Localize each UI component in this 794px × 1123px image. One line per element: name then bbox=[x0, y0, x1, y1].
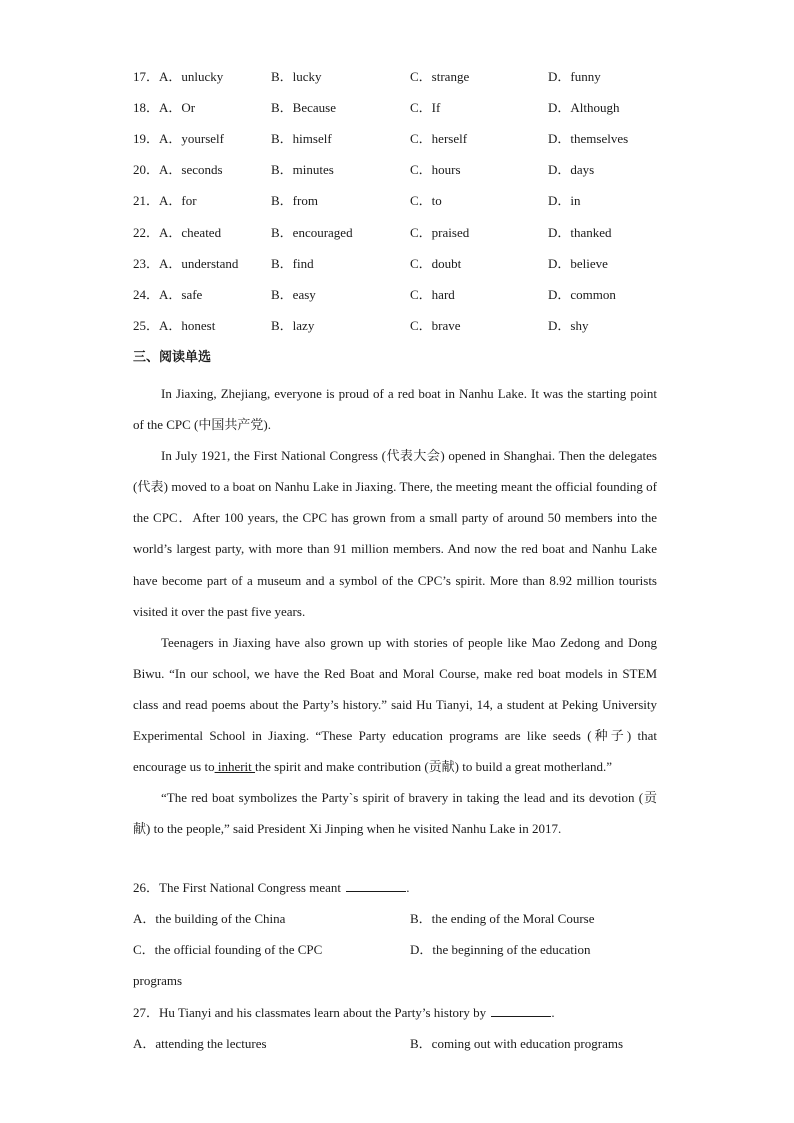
option-b: B．lucky bbox=[271, 69, 322, 84]
passage-paragraph-3 bbox=[133, 627, 657, 782]
option-a: 21．A．for bbox=[133, 193, 197, 209]
option-a: 22．A．cheated bbox=[133, 224, 222, 240]
option-b: B．Because bbox=[271, 100, 336, 116]
paragraph-3-text-after: the spirit and make contribution (贡献) to build a great motherland.” bbox=[255, 759, 613, 775]
cloze-option-row bbox=[0, 98, 794, 129]
question-27-end: . bbox=[551, 1005, 555, 1020]
question-26-option-b: B．the ending of the Moral Course bbox=[410, 911, 595, 926]
option-a: 17．A．unlucky bbox=[133, 69, 224, 84]
option-b: B．from bbox=[271, 193, 318, 209]
option-d: D．believe bbox=[548, 255, 608, 271]
option-a: 24．A．safe bbox=[133, 286, 203, 302]
option-b: B．himself bbox=[271, 131, 332, 147]
option-c: C．herself bbox=[410, 131, 468, 147]
option-b: B．encouraged bbox=[271, 224, 353, 240]
option-c: C．strange bbox=[410, 69, 470, 84]
question-26-stem bbox=[133, 878, 409, 898]
option-c: C．to bbox=[410, 193, 442, 209]
cloze-option-row bbox=[0, 160, 794, 191]
question-26-text: 26．The First National Congress meant bbox=[133, 880, 341, 895]
option-c: C．brave bbox=[410, 317, 461, 333]
question-26-option-d: D．the beginning of the education bbox=[410, 942, 591, 957]
cloze-option-row bbox=[0, 223, 794, 254]
answer-blank bbox=[491, 1003, 551, 1017]
option-a: 23．A．understand bbox=[133, 255, 239, 271]
answer-blank bbox=[346, 878, 406, 892]
option-c: C．hard bbox=[410, 286, 455, 302]
option-c: C．doubt bbox=[410, 255, 462, 271]
question-26-option-a: A．the building of the China bbox=[133, 911, 286, 926]
option-d: D．common bbox=[548, 286, 616, 302]
passage-paragraph-4: “The red boat symbolizes the Party`s spirit of bravery in taking the lead and its devotion (贡献) to the people,” said President Xi Jinping when he visited Nanhu Lake in 2017. bbox=[133, 790, 657, 837]
passage-paragraph-2: In July 1921, the First National Congress (代表大会) opened in Shanghai. Then the delegates (代表) moved to a boat on Nanhu Lake in Jiaxing. There, the meeting meant the official founding of the CPC．After 100 years, the CPC has grown from a small party of around 50 members into the world’s largest party, with more than 91 million members. And now the red boat and Nanhu Lake have become part of a museum and a symbol of the CPC’s spirit. More than 8.92 million tourists visited it over the past five years. bbox=[133, 448, 657, 619]
paragraph-3-text-before: Teenagers in Jiaxing have also grown up with stories of people like Mao Zedong and Dong Biwu. “In our school, we have the Red Boat and Moral Course, make red boat models in STEM class and read poems about the Party’s history.” said Hu Tianyi, 14, a student at Peking University Experimental School in Jiaxing. “These Party education programs are like seeds (种子) that encourage us to bbox=[133, 634, 657, 775]
option-d: D．shy bbox=[548, 317, 589, 333]
question-27-stem bbox=[133, 1003, 555, 1023]
question-27-option-b: B．coming out with education programs bbox=[410, 1036, 624, 1051]
option-c: C．If bbox=[410, 100, 441, 116]
section-heading: 三、阅读单选 bbox=[133, 350, 212, 365]
question-26-option-d-continued: programs bbox=[133, 973, 183, 988]
option-d: D．in bbox=[548, 193, 581, 209]
cloze-option-row bbox=[0, 191, 794, 222]
option-a: 25．A．honest bbox=[133, 317, 216, 333]
option-a: 19．A．yourself bbox=[133, 131, 224, 147]
option-d: D．themselves bbox=[548, 131, 629, 147]
option-d: D．days bbox=[548, 162, 595, 178]
reading-passage bbox=[133, 378, 657, 844]
option-a: 20．A．seconds bbox=[133, 162, 223, 178]
option-b: B．lazy bbox=[271, 317, 315, 333]
option-c: C．praised bbox=[410, 224, 470, 240]
cloze-option-row bbox=[0, 316, 794, 347]
question-27-option-a: A．attending the lectures bbox=[133, 1036, 267, 1051]
question-27-text: 27．Hu Tianyi and his classmates learn about the Party’s history by bbox=[133, 1005, 487, 1020]
option-a: 18．A．Or bbox=[133, 100, 196, 116]
option-b: B．find bbox=[271, 255, 314, 271]
option-c: C．hours bbox=[410, 162, 461, 178]
cloze-option-row bbox=[0, 129, 794, 160]
option-b: B．easy bbox=[271, 286, 316, 302]
cloze-option-row bbox=[0, 285, 794, 316]
option-d: D．funny bbox=[548, 69, 601, 84]
underlined-word-inherit: inherit bbox=[214, 759, 256, 775]
option-d: D．Although bbox=[548, 100, 620, 116]
question-26-option-c: C．the official founding of the CPC bbox=[133, 942, 323, 957]
cloze-option-row bbox=[0, 254, 794, 285]
passage-paragraph-1: In Jiaxing, Zhejiang, everyone is proud of a red boat in Nanhu Lake. It was the starting point of the CPC (中国共产党). bbox=[133, 386, 657, 433]
question-26-end: . bbox=[406, 880, 410, 895]
option-d: D．thanked bbox=[548, 224, 612, 240]
cloze-option-row bbox=[0, 67, 794, 98]
option-b: B．minutes bbox=[271, 162, 334, 178]
